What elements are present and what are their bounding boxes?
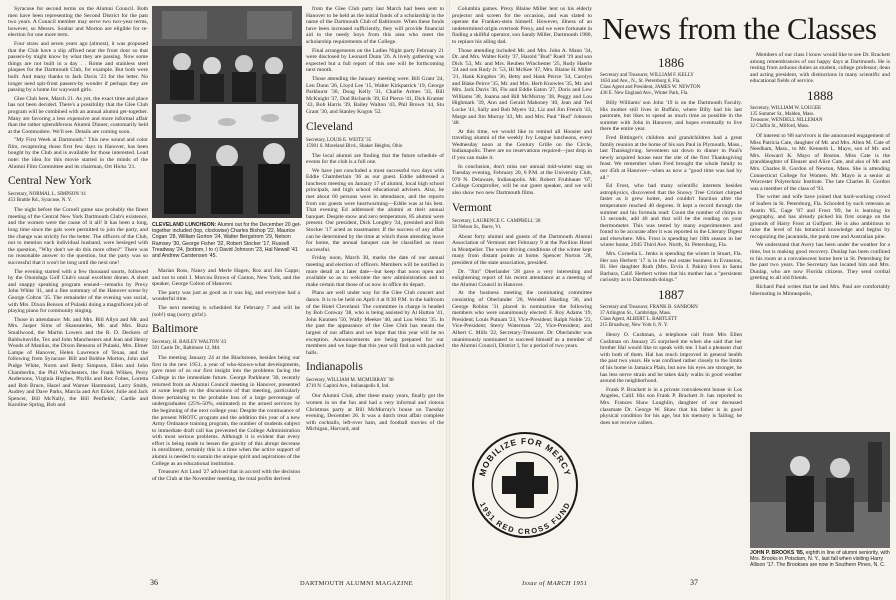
paragraph: Billy Williams' son John '19 is on the Dartmouth Faculty. His mother still lives in Buffalo, where Billy had his last pastorate, but likes to spend as much time as possible in the summer with John in Hanover, and hopes eventually to live there the entire year. [600, 100, 742, 133]
running-head: DARTMOUTH ALUMNI MAGAZINE [300, 580, 413, 587]
paragraph: Final arrangements on the Ladies Night party February 21 were disclosed by Leonard Dunn '26. A lively gathering was expected but a full report of this one will be forthcoming next month. [306, 47, 444, 74]
left-col-1 [8, 6, 148, 572]
paragraph: Members of our class I know would like to see Dr. Brackett among remembrances of our happy days at Dartmouth. He is resting from arduous duties as student, college professor, dean and acting president, with distinctions in many scientific and educational fields of service. [750, 52, 890, 85]
secretary-info [306, 378, 444, 390]
right-col-1 [452, 6, 592, 426]
red-cross-icon [470, 430, 580, 540]
right-col-2 [600, 52, 742, 572]
caption-head: CLEVELAND LUNCHEON: [152, 222, 217, 228]
paragraph: Glee Club here, March 21. As yet, the exact time and place has not been decided. There's a possibility that the Glee Club program will be combined with an annual alumni get-together. Many are favoring a less expensive and more informal affair than the rather splendiferous Alumni Dinner, customarily held at the Commodore. We'll see. Details are coming soon. [8, 95, 148, 135]
secretary-info [306, 138, 444, 150]
paragraph: The local alumni are finding that the future schedule of events for the club is a full one. [306, 152, 444, 166]
section-heading-indianapolis: Indianapolis [306, 361, 363, 374]
paragraph: In conclusion, don't miss our annual mid-winter stag on Tuesday evening, February 20, 6 P.M. at the University Club, 970 N. Delaware, Indianapolis. Mr. Robert Fruhbauer '07, College Comptroller, will be our guest speaker, and we will also show two new Dartmouth films. [452, 163, 592, 197]
paragraph: We understand that Avery has been under the weather for a time, but is making good recovery. Dunlap has been confined to his room at a convalescent home here in St. Petersburg for the past two years. The Secretary has located him and Mrs. Dunlap, who are now Florida citizens. They send cordial greeting to all old friends. [750, 242, 890, 282]
address-line: 215 Broadway, New York 6, N. Y. [600, 323, 669, 329]
paragraph: Syracuse for second terms on the Alumni Council. Both men have been representing the Second District for the past two years. A Council member may serve two two-year terms, however, so Messrs. Sonbar and Morton are eligible for re-election for one more term. [8, 6, 148, 39]
paragraph: from the Glee Club party last March had been sent to Hanover to be held as the initial funds of a scholarship in the name of the Dartmouth Club of Baltimore. When these funds have been increased sufficiently, they will provide financial aid to the needy boys from this area who meet the scholarship requirements of the College. [306, 6, 444, 45]
paragraph: The next meeting is scheduled for February 7 and will be (sob!) stag (sorry girls!). [152, 304, 300, 318]
paragraph: Frank P. Brackett is in a private convalescent house in Los Angeles, Calif. His son Frank P. Brackett Jr. has reported to Mrs. Frances Shaw Loughlin, daughter of our deceased classmate Dr. George W. Shaw that his father is in good physical condition for his age, but his memory is failing; he does not receive callers. [600, 386, 742, 426]
address-line: 32 Claflin St., Milford, Mass. [750, 123, 810, 129]
address-line: 4710 N. Capitol Ave., Indianapolis 8, Ind. [306, 384, 390, 390]
secretary-line: Secretary and Treasurer, FRANK B. SANBORN [600, 305, 698, 311]
paragraph: The party was just as good as it was big, and everyone had a wonderful time. [152, 289, 300, 303]
secretary-line: Secretary, WILLIAM M. MCMURRAY '38 [306, 378, 394, 384]
paragraph: Those in attendance: Mr. and Mrs. Bill Allyn and Mr. and Mrs. Jasper Sims of Skaneateles, Mr. and Mrs. Buzz Smallwood, the Martin Lowers and the R. D. Deckers of Baldwinsville, Tex and John Manchesters and Jean and Henry Woods of Manlius, the Dixon Bensons of Pulaski, Mrs. Elmer Lampe of Hanover, Helen Lawrence of Texas, and the following from Syracuse: Bill and Bobbie Morton, John and Pudge White, Norm and Betty Simpson, Ellen and John Chamberlin, the Phil Winchesters, the Frank Wilkes, Perry Andersons, Virginia Hughes, Phyllis and Rex Fobes, Loretta and Bob Bruce, Hazel and Warner Hammond, Larry Smith, Audrey and Dave Parks, Marcia and Art Ecker, Julie and Jack Spencer, Bill McNally, the Bill Penfields', Cardie and Karoline Spring, Bob and [8, 316, 148, 409]
paragraph: Henry O. Cushman, a telephone call from Mrs Ellen Cushman on January 25 surprised me when she said that her brother Hal would like to speak with me. I had a pleasant chat with both of them. Hal has much improved in general health the past two years. He was confined rather closely to the limits of his home in Jamaica Plain, but now his eyes are stronger, he has less nerve strain and he takes daily walks in good weather around the neighborhood. [600, 332, 742, 385]
page-title: News from the Classes [602, 11, 877, 46]
paragraph: At this time, we would like to remind all Hoosier and traveling alumni of the weekly Ivy League luncheons, every Wednesday noon at the Century Grille on the Circle, Indianapolis. There are no reservations required—just drop in if you can make it. [452, 128, 592, 162]
paragraph: Friday noon, March 30, marks the date of our annual meeting and election of officers. Members will be notified in more detail at a later date—but keep that noon open and available so as to welcome the new administration and to make certain that those of us now in office do depart. [306, 255, 444, 288]
secretary-line: Secretary and Treasurer, WILLIAM F. KELLY [600, 73, 694, 78]
paragraph: The writer and wife have joined that hard-working crowd of loafers in St. Petersburg, Fla. Schooled by such veterans as Austin '85, Gage '87 and Frost '89, he is learning its geography, and has already picked his first orange on the grounds of Harry Frost at Gulfport. He is also ambitious to raise the level of his botanical knowledge and begins by recognizing the jacaranda, the punk tree and Australian pine. [750, 194, 890, 240]
red-cross-seal [470, 430, 580, 540]
paragraph: "My First Week at Dartmouth." This new sound and color film, recapturing those first few days in Hanover, has been bought by the Club and is available for those interested. Lead note: the idea for this movie started in the minds of the Alumni Film Committee and its chairman, Ort Hicks '21. [8, 137, 148, 170]
paragraph: The night before the Cornell game saw probably the finest meeting of the Central New York Dartmouth Club's existence, and the women were the cause of it all! It has been a long, long time since the gals were permitted to join the party, and the change was strictly for the better. The officers of the Club, not to mention each individual husband, were besieged with the question, "Why don't we do this more often?" There was no reasonable answer to the question, but the party was so successful that it won't be long until the next one! [8, 207, 148, 266]
paragraph: Those attending included Mr. and Mrs. John A. Mann '34, Dr. and Mrs. Walter Kelly '37, Harold "Bud" Ruell '19 and son Dick '53, Mr. and Mrs. Reuben Winchester '25, Rudy Haerle '24 and son Rudy Jr. '53, Hi McKee '47, Mrs. Blaine H. Miller '21, Hank Kingdon '36, Betty and Hank Peirce '34, Carolyn and Blake Peirce '35, Mr. and Mrs. Herb Knowles '35, Mr. and Mrs. Jack Davis '36, Flo and Eddie Eaton '27, Doris and Lew Williams '38, Joanna and Bill McMurray '38, Peggy and Lou Highmark '39, Ann and Gerald Mahoney '40, Jean and Ted Locke '41, Sally and Bob Myers '42, Liz and Jim French '43, Marge and Jim Murray '43, Mr. and Mrs. Paul "Bud" Johnson '48. [452, 47, 592, 127]
paragraph: Ed Frost, who had many scientific interests besides astrophysics, discovered that the Snowy Tree Cricket chirped faster as it grew hotter, and couldn't function after the temperature reached 40 degrees. It kept a record through the summer and his formula read: Count the number of chirps in 13 seconds, add 40 and that will be the reading on your thermometer. This was tested by many experimenters and found to be accurate after it was reported in the Literary Digest and elsewhere. Mrs. Frost is spending her 18th season in her winter home, 2945 Third Ave. North, St. Petersburg, Fla. [600, 183, 742, 249]
paragraph: Plans are well under way for the Glee Club concert and dance. It is to be held on April 4 at 8:30 P.M. in the ballroom of the Hotel Cleveland. The committee in charge is headed by Bob Conway '38, who is being assisted by Al Hutton '41, John Knutsen '50, Wally Meeker '40, and Lou Weitz '35. In the past the appearance of the Glee Club has meant the largest of our affairs and we hope that this year will be no exception. Announcements are being prepared for our members and we hope that this year will find us with packed halls. [306, 290, 444, 356]
right-col-3 [750, 52, 890, 428]
caption-text: Alumni out for the December 20 get-together included (top, clockwise) Charles Bishop '22, Maurice Cogan '28, William Gorton '24, Walter Bergstrom '29, Nelson Ramsey '30, George Fisher '32, Robert Stocker '17, Russell Treadway '24, (bottom, l to r) David Johnson '23, Hal Newall '41 and Andrew Carstensen '45. [152, 222, 302, 260]
photo-illustration [750, 432, 890, 548]
class-year-1888: 1888 [807, 87, 833, 103]
secretary-info [8, 192, 148, 204]
paragraph: Those attending the January meeting were: Bill Grant '24, Len Dunn '26, Lloyd Lee '15, Walter Kirkpatrick '19, George Parkhurst '30, Doug Kelly '31, Charlie Armes '33, Bill McKnight '37, Dud Richards '39, Ed Pierce '41, Dick Kramer '43, Bob Harris '39, Bailey Walton '43, Phil Brown '44, Stu Grant '30, and Stanley Kogon '52. [306, 75, 444, 115]
paragraph: About forty alumni and guests of the Dartmouth Alumni Association of Vermont met February 9 at the Pavilion Hotel in Montpelier. The worst driving conditions of the winter kept many from distant points at home. Spencer Norton '28, president of the state association, presided. [452, 233, 592, 266]
left-col-3 [306, 6, 444, 572]
photo-caption-cleveland [152, 222, 302, 266]
section-heading-baltimore: Baltimore [152, 323, 198, 336]
section-heading-central-new-york: Central New York [8, 175, 92, 188]
class-year-1886: 1886 [658, 55, 684, 70]
cleveland-luncheon-photo [152, 6, 302, 218]
secretary-line: Secretary, H. BAILEY WALTON '43 [152, 340, 227, 346]
address-line: 15901 S. Moreland Blvd., Shaker Heights, Ohio [306, 143, 403, 149]
secretary-info [600, 305, 742, 329]
class-year-1887: 1887 [658, 287, 684, 303]
treasurer-line: Treasurer, WENDELL NILLEMAN [750, 117, 823, 123]
agent-line: Class Agent, ALBERT L. BARTLETT [600, 317, 678, 323]
paragraph: Columbia games. Prexy Blaine Miller lent us his elderly projector and screen for the occasion, and was slated to operate the Franken-stein himself. However, illness of an undetermined origin overtook Prexy, and we were fortunate in finding a skillful operator, son Sandy Miller, Dartmouth 1980, to replace his ailing dad. [452, 6, 592, 45]
address-line: 501 Castle Dr., Baltimore 12, Md. [152, 346, 221, 352]
left-col-2 [152, 268, 300, 572]
secretary-info [452, 219, 592, 231]
paragraph: Fred Bittinger's children and grandchildren had a great family reunion at the home of his son Paul in Plymouth, Mass., last Thanksgiving. Seventeen sat down to dinner in Paul's newly acquired house near the site of the first Thanksgiving feast. We remember when Fred brought the whole family to our 45th at Hanover—when as now a "good time was had by all." [600, 134, 742, 181]
issue-line: Issue of MARCH 1951 [522, 580, 588, 587]
address-line: 135 Summer St., Malden, Mass. [750, 111, 815, 117]
section-heading-cleveland: Cleveland [306, 120, 353, 133]
secretary-line: Secretary, NORMAL L. SIMPSON '41 [8, 192, 87, 198]
photo-caption-brooks [750, 550, 890, 590]
address-line: 436 E. New England Ave., Winter Park, Fla. [600, 91, 689, 96]
brooks-photo [750, 432, 890, 548]
paragraph: Four straw and seven years ago (almost), it was proposed that the Club have a slip affixed near the front door so that passers-by might know by what they are passing. Now some things are not built in a day . . Rome and stainless steel plaques for the Dartmouth Club, for example. But both were built. And many thanks to Jack Davis '23 for the letter. No longer need spit-front passers-by wonder if perhaps they are passing by a home for wayward girls. [8, 40, 148, 94]
secretary-line: Secretary, WILLIAM W. LOUGEE [750, 105, 822, 111]
address-line: 453 Brattle Rd., Syracuse, N. Y. [8, 198, 72, 204]
secretary-info [152, 340, 300, 352]
address-line: 37 Arlington St., Cambridge, Mass. [600, 311, 672, 317]
agent-line: Class Agent and President, JAMES W. NEWTON [600, 85, 701, 90]
paragraph: Richard Paul writes that he and Mrs. Paul are comfortably hibernating in Minneapolis, [750, 284, 890, 297]
secretary-info [750, 106, 890, 130]
paragraph: The meeting January 24 at the Blackstone, besides being our first in the new 1951, a year of who-knows-what developments, gave most of us our first insight into the problems facing the College in the immediate future. George Parkhurst '30, recently returned from an Alumni Council meeting in Hanover, presented at some length on the discussions of that meeting, particularly those pertaining to the probable loss of a large percentage of undergraduates (25%-50%, estimated) to the armed services by the beginning of the next college year. Despite the continuance of the present NROTC program and the addition this year of a new Army Ordnance training program, the number of students subject to immediate draft call has prevented the College Administration with most serious problems. Although it is evident that every effort is being made to lessen the gravity of this abrupt decrease in enrollment, certainly this is a time when the active support of alumni is needed to sustain the unique spirit and aspirations of the College as an educational institution. [152, 355, 300, 467]
caption-text: eighth in line of alumni seniority, with Mrs. Brooks in Potsdam, N. Y., last fall when visiting Harry Allison '17. The Brookses are now in Southern Pines, N. C. [750, 550, 890, 569]
seal-text-top: MOBILIZE FOR MERCY [476, 435, 573, 478]
photo-illustration [152, 6, 302, 218]
secretary-info [600, 73, 742, 97]
secretary-line: Secretary, LOUIS E. WEITZ '35 [306, 137, 372, 143]
paragraph: Dr. "Jim" Oberlander '28 gave a very interesting and enlightening report of his recent attendance at a meeting of the Alumni Council in Hanover. [452, 268, 592, 288]
page-number-left: 36 [150, 578, 158, 587]
address-line: 50 Nelson St., Barre, Vt. [452, 224, 502, 230]
seal-text-bottom: 1951 RED CROSS FUND [477, 500, 573, 537]
paragraph: Marian Ross, Nancy and Merle Hagen, Roz and Jim Capps; and not to omit J. Morcou Brown of Canton, New York, and the speaker, George Colton of Hanover. [152, 268, 300, 288]
paragraph: The evening started with a few thousand snorts, followed by the Onondaga Golf Club's usual excellent dinner. A short and snappy speaking program ensued—remarks by Prexy John White '41, and a fine summary of the Hanover scene by George Colton '35. The remainder of the evening was social, with Mrs. Dixon Benson of Pulaski doing a magnificent job of playing piano for community singing. [8, 268, 148, 315]
page-number-right: 37 [690, 578, 698, 587]
section-heading-vermont: Vermont [452, 201, 492, 214]
paragraph: Of interest to '88 survivors is the announced engagement of Miss Patricia Cate, daughter of Mr. and Mrs. Allen M. Cate of Needham, Mass., to Mr. Kenneth L. Mayo, son of Mr. and Mrs. Howard K. Mayo of Boston. Miss Cate is the granddaughter of Eleazer and Alice Cate, and also of Mr. and Mrs. Charles B. Gordon of Newton, Mass. She is attending Connecticut College for Women. Mr. Mayo is a senior at Worcester Polytechnic Institute. The late Charles B. Gordon was a member of the class of '93. [750, 132, 890, 192]
paragraph: Treasurer Art Lund '27 advised that in accord with the decision of the Club at the November meeting, the total profits derived [152, 469, 300, 482]
paragraph: Mrs. Cornelia L. Jenks is spending the winter in Stuart, Fla. Her son Herbert '17 is in the real estate business in Evanston, Ill. Her daughter Ruth (Mrs. Ervin J. Pakin) lives in Santa Barbara, Calif. Herbert writes that his mother has a "persistent curiosity as to Dartmouth doings." [600, 251, 742, 284]
caption-head: JOHN P. BROOKS '85, [750, 550, 805, 556]
secretary-line: Secretary, LAURENCE C. CAMPBELL '28 [452, 218, 541, 224]
address-line: 1650 and Ave., N., St. Petersburg 6, Fla. [600, 79, 681, 84]
paragraph: We have just concluded a most successful two days with Eddie Chamberlain '36 as our guest. Eddie addressed a luncheon meeting on January 17 of alumni, local high school principals, and high school educational advisers. Also, he met about 60 persons were in attendance, and the reports from our guests were heartwarming—Eddie was at his best. That evening Ed addressed the alumni at their annual banquet. Despite snow and zero temperature, 85 alumni were present. Our president, Dick Longbry '34, presided and Bob Stocker '17 acted as toastmaster. If the success of any affair can be determined by the time at which those attending leave for home, the annual banquet can be classified as most successful. [306, 167, 444, 253]
paragraph: Our Alumni Club, after these many years, finally got the women in on the fun and had a very informal and riotous Christmas party at Bill McMurray's house on Tuesday evening, December 26. It was a dutch treat affair complete with cocktails, left-over ham, and football movies of the Michigan, Harvard, and [306, 393, 444, 433]
paragraph: At the business meeting the nominating committee consisting of Oberlander '26, Wendell Harding '36, and George Robins '31 placed in nomination the following members who were unanimously elected: F. Roy Adams '19, President; Louis Putnam '23, Vice-President; Ralph Noble '23, Vice-President; Sterry Waterman '22, Vice-President; and Albert C. Mills '22, Secretary-Treasurer. Dr. Oberlander was unanimously nominated to succeed himself as a member of the Alumni Council, District I, for a period of two years. [452, 290, 592, 350]
